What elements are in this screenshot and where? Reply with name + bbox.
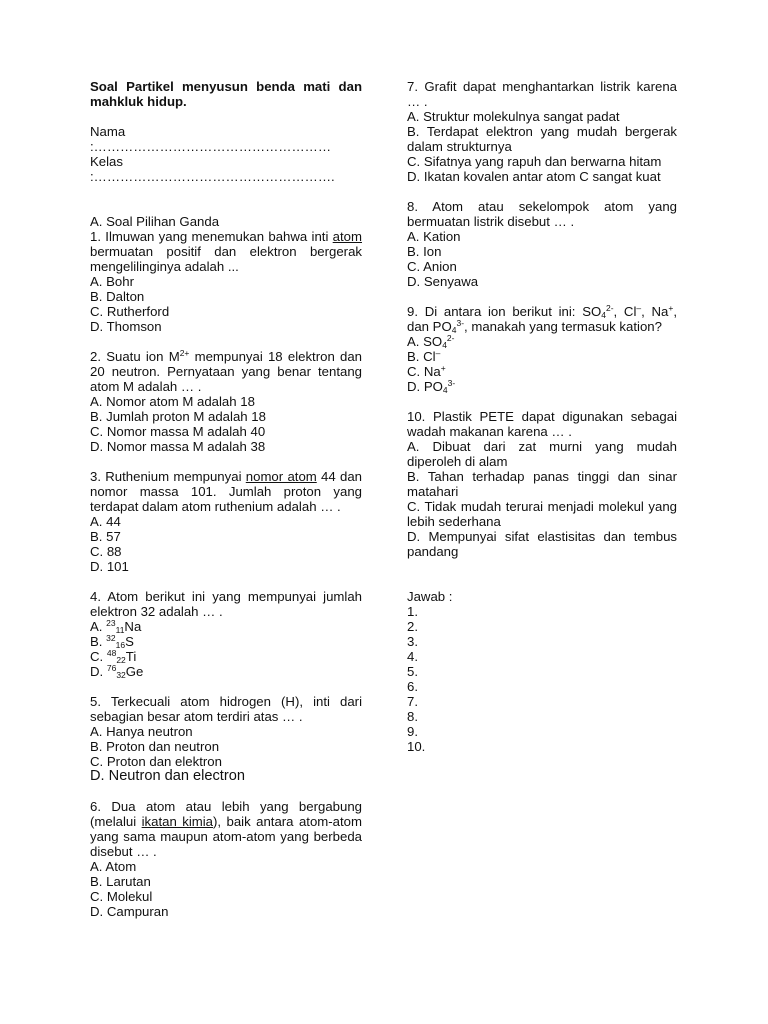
q4-option-c: C. $^{48}_{22}$Ti xyxy=(90,648,137,665)
q7-option-a: A. Struktur molekulnya sangat padat xyxy=(407,109,620,124)
atomic-number: 16 xyxy=(115,640,126,650)
q6-option-a: A. Atom xyxy=(90,859,137,874)
mass-number: 23 xyxy=(106,618,116,628)
mass-number: 32 xyxy=(106,633,116,643)
q7-option-b: B. Terdapat elektron yang mudah bergerak dalam strukturnya xyxy=(407,124,677,154)
atomic-number: 32 xyxy=(116,670,126,680)
atomic-number: 11 xyxy=(115,625,125,635)
element-symbol: Na xyxy=(124,619,142,634)
q2-option-c: C. Nomor massa M adalah 40 xyxy=(90,424,266,439)
q8-option-c: C. Anion xyxy=(407,259,457,274)
answer-line-4: 4. xyxy=(407,649,418,664)
answer-line-5: 5. xyxy=(407,664,418,679)
q1-option-a: A. Bohr xyxy=(90,274,134,289)
q3-option-a: A. 44 xyxy=(90,514,121,529)
q7-option-d: D. Ikatan kovalen antar atom C sangat kuat xyxy=(407,169,661,184)
q10-option-d: D. Mempunyai sifat elastisitas dan tembus pandang xyxy=(407,529,677,559)
question-2-charge: 2+ xyxy=(179,348,190,358)
question-2 xyxy=(90,349,362,394)
q1-option-d: D. Thomson xyxy=(90,319,162,334)
q4-option-d: D. $^{76}_{32}$Ge xyxy=(90,663,144,680)
answer-line-6: 6. xyxy=(407,679,418,694)
q10-option-c: C. Tidak mudah terurai menjadi molekul yang lebih sederhana xyxy=(407,499,677,529)
q5-option-a: A. Hanya neutron xyxy=(90,724,193,739)
question-1 xyxy=(90,229,362,274)
question-3-text-b: 44 dan nomor massa 101. Jumlah proton yang terdapat dalam atom ruthenium adalah … . xyxy=(90,469,362,514)
mass-number: 76 xyxy=(106,663,117,673)
q4-option-b: B. $^{32}_{16}$S xyxy=(90,633,134,650)
q9-option-d: D. $PO_4^{3-}$ xyxy=(407,378,456,395)
answer-line-2: 2. xyxy=(407,619,418,634)
q2-option-d: D. Nomor massa M adalah 38 xyxy=(90,439,266,454)
answer-line-10: 10. xyxy=(407,739,426,754)
question-6-text-b: ), baik antara atom-atom yang sama maupun atom-atom yang berbeda disebut … . xyxy=(90,814,362,859)
answer-line-7: 7. xyxy=(407,694,418,709)
q1-option-b: B. Dalton xyxy=(90,289,145,304)
q9-option-c: C. Na+ xyxy=(407,363,446,379)
q3-option-d: D. 101 xyxy=(90,559,129,574)
right-column xyxy=(407,79,677,754)
q6-option-d: D. Campuran xyxy=(90,904,169,919)
q5-option-c: C. Proton dan elektron xyxy=(90,754,222,769)
element-symbol: Ge xyxy=(125,664,144,679)
section-heading: A. Soal Pilihan Ganda xyxy=(90,214,220,229)
answer-line-1: 1. xyxy=(407,604,418,619)
q3-option-b: B. 57 xyxy=(90,529,121,544)
question-6 xyxy=(90,799,362,859)
q6-option-b: B. Larutan xyxy=(90,874,151,889)
q9-option-b: B. Cl– xyxy=(407,348,441,364)
q10-option-a: A. Dibuat dari zat murni yang mudah diperoleh di alam xyxy=(407,439,677,469)
question-10: 10. Plastik PETE dapat digunakan sebagai wadah makanan karena … . xyxy=(407,409,677,439)
question-4: 4. Atom berikut ini yang mempunyai jumlah elektron 32 adalah … . xyxy=(90,589,362,619)
question-1-text-a: 1. Ilmuwan yang menemukan bahwa inti xyxy=(90,229,333,244)
answer-line-9: 9. xyxy=(407,724,418,739)
question-7: 7. Grafit dapat menghantarkan listrik karena … . xyxy=(407,79,677,109)
q8-option-d: D. Senyawa xyxy=(407,274,479,289)
question-6-text-a: 6. Dua atom atau lebih yang bergabung (melalui xyxy=(90,799,362,829)
question-5: 5. Terkecuali atom hidrogen (H), inti dari sebagian besar atom terdiri atas … . xyxy=(90,694,362,724)
question-2-text-b: mempunyai 18 elektron dan 20 neutron. Pernyataan yang benar tentang atom M adalah … . xyxy=(90,349,362,394)
question-3-text-a: 3. Ruthenium mempunyai xyxy=(90,469,246,484)
q8-option-a: A. Kation xyxy=(407,229,461,244)
question-3-underlined-term: nomor atom xyxy=(245,469,317,484)
q1-option-c: C. Rutherford xyxy=(90,304,170,319)
left-column xyxy=(90,79,362,919)
question-6-underlined-term: ikatan kimia xyxy=(141,814,214,829)
atomic-number: 22 xyxy=(116,655,126,665)
mass-number: 48 xyxy=(106,648,117,658)
question-1-text-b: bermuatan positif dan elektron bergerak mengelilinginya adalah ... xyxy=(90,244,362,274)
question-1-underlined-term: atom xyxy=(332,229,362,244)
q2-option-a: A. Nomor atom M adalah 18 xyxy=(90,394,255,409)
q6-option-c: C. Molekul xyxy=(90,889,153,904)
question-8: 8. Atom atau sekelompok atom yang bermuatan listrik disebut … . xyxy=(407,199,677,229)
q8-option-b: B. Ion xyxy=(407,244,442,259)
answer-line-3: 3. xyxy=(407,634,418,649)
q10-option-b: B. Tahan terhadap panas tinggi dan sinar matahari xyxy=(407,469,677,499)
q5-option-d: D. Neutron dan electron xyxy=(90,768,245,784)
question-2-text-a: 2. Suatu ion M xyxy=(90,349,180,364)
kelas-line: Kelas :………………………………………………. xyxy=(90,154,335,184)
element-symbol: S xyxy=(125,634,134,649)
q9-option-a: A. $SO_4^{2-}$ xyxy=(407,333,455,350)
question-9: 9. Di antara ion berikut ini: $SO_4^{2-}$, Cl–, Na+, dan $PO_4^{3-}$, manakah yang termasuk kation? xyxy=(407,303,678,335)
q2-option-b: B. Jumlah proton M adalah 18 xyxy=(90,409,266,424)
element-symbol: Ti xyxy=(125,649,137,664)
q7-option-c: C. Sifatnya yang rapuh dan berwarna hitam xyxy=(407,154,662,169)
answer-line-8: 8. xyxy=(407,709,418,724)
q4-option-a: A. $^{23}_{11}$Na xyxy=(90,618,142,635)
nama-line: Nama :……………………………………………… xyxy=(90,124,332,154)
worksheet-title: Soal Partikel menyusun benda mati dan mahkluk hidup. xyxy=(90,79,362,109)
q3-option-c: C. 88 xyxy=(90,544,122,559)
question-3 xyxy=(90,469,362,514)
q5-option-b: B. Proton dan neutron xyxy=(90,739,220,754)
answer-heading: Jawab : xyxy=(407,589,453,604)
